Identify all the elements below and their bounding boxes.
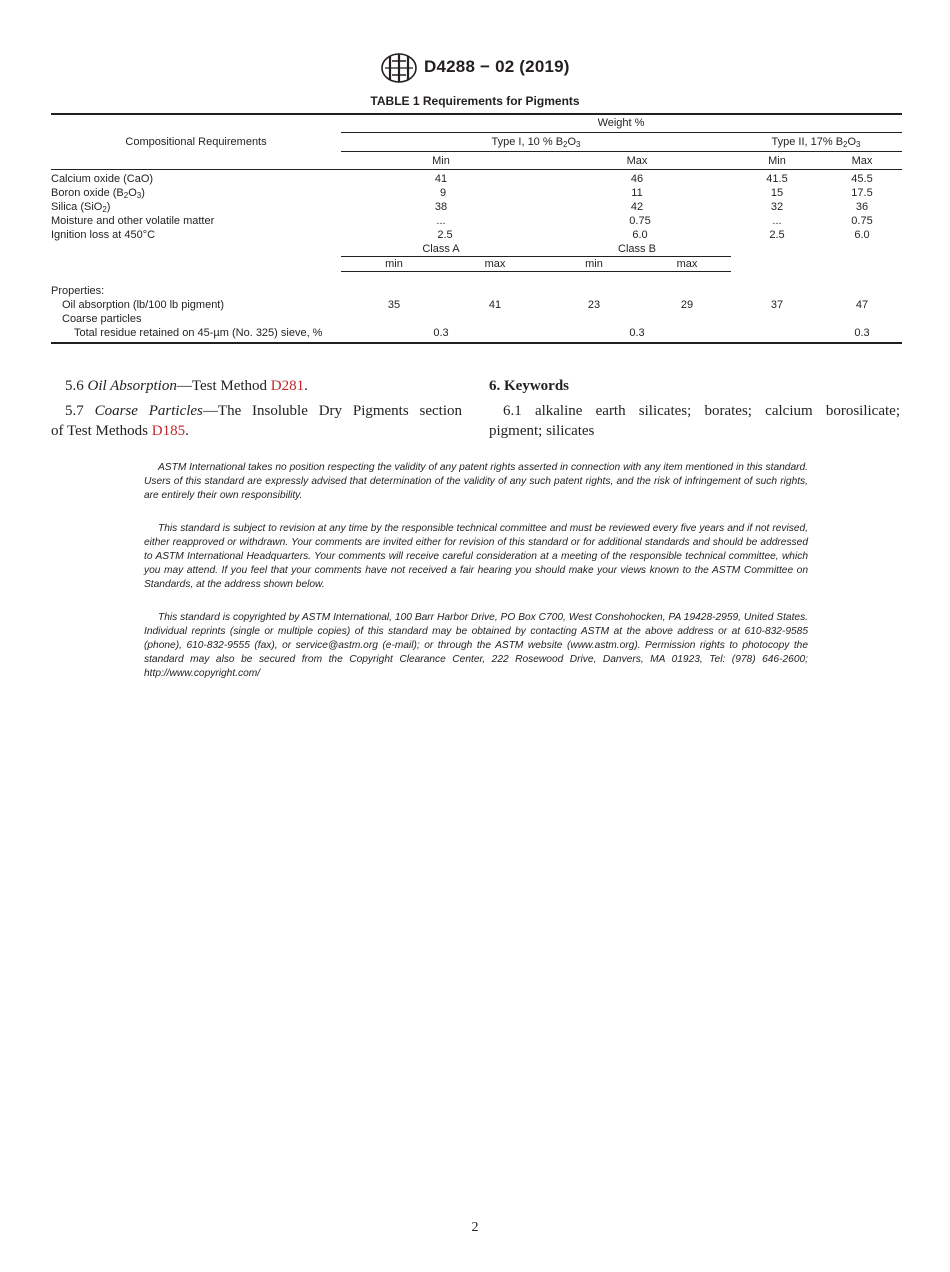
cell-value: 47 <box>855 299 869 311</box>
keywords-line1: 6.1 alkaline earth silicates; borates; calcium borosilicate; <box>503 403 900 419</box>
cell-value: 0.3 <box>854 327 870 339</box>
row-label: Silica (SiO$_2$) <box>51 201 111 214</box>
table-bottom-rule <box>51 342 902 344</box>
keywords-heading: 6. Keywords <box>489 378 569 394</box>
cell-value: 15 <box>770 187 784 199</box>
cell-value: 46 <box>630 173 644 185</box>
type2-header: Type II, 17% $B_2O_3$ <box>771 136 861 149</box>
header-bottom-rule <box>51 169 902 170</box>
row-label: Calcium oxide (CaO) <box>51 173 154 185</box>
page-header <box>0 50 950 86</box>
section-5-7-line2: of Test Methods D185. <box>51 423 189 439</box>
cell-value: 2.5 <box>437 229 453 241</box>
revision-notice: This standard is subject to revision at any time by the responsible technical committee and must be reviewed every five years and if not revised, either reapproved or withdrawn. Your comments are invited either for revision of this standard or for additional standards and should be addressed to ASTM International Headquarters. Your comments will receive careful consideration at a meeting of the responsible technical committee, which you may attend. If you feel that your comments have not received a fair hearing you should make your views known to the ASTM Committee on Standards, at the address shown below. <box>144 523 808 590</box>
t1-min-header: Min <box>432 155 450 167</box>
cell-value: 37 <box>770 299 784 311</box>
cell-value: 23 <box>587 299 601 311</box>
compositional-header: Compositional Requirements <box>125 136 267 148</box>
document-id: D4288 − 02 (2019) <box>424 57 570 76</box>
cell-value: 35 <box>387 299 401 311</box>
cell-value: 9 <box>439 187 447 199</box>
page-number: 2 <box>471 1220 479 1235</box>
cell-value: 32 <box>770 201 784 213</box>
cell-value: 0.3 <box>433 327 449 339</box>
class-b-header: Class B <box>618 243 656 255</box>
class-sub-rule <box>341 271 731 272</box>
astm-logo-icon <box>380 52 418 84</box>
cell-value: 11 <box>631 187 643 199</box>
cell-value: 2.5 <box>769 229 785 241</box>
t2-max-header: Max <box>851 155 873 167</box>
cell-value: 41 <box>434 173 448 185</box>
cell-value: 36 <box>855 201 869 213</box>
keywords-line2: pigment; silicates <box>489 423 595 439</box>
cell-value: 42 <box>630 201 644 213</box>
class-a-min: min <box>385 258 403 270</box>
weight-header: Weight % <box>597 117 645 129</box>
cell-value: 6.0 <box>854 229 870 241</box>
cell-value: 0.75 <box>851 215 873 227</box>
cell-value: 17.5 <box>851 187 873 199</box>
cell-value: 0.75 <box>629 215 651 227</box>
cell-value: 38 <box>434 201 448 213</box>
t2-min-header: Min <box>768 155 786 167</box>
cell-value: 45.5 <box>851 173 873 185</box>
d185-link[interactable]: D185 <box>151 423 186 439</box>
type-rule <box>341 151 902 152</box>
cell-value: 41 <box>488 299 502 311</box>
row-label: Boron oxide $(B_2O_3)$ <box>51 187 145 200</box>
class-b-min: min <box>585 258 603 270</box>
table-top-rule <box>51 113 902 115</box>
section-5-6: 5.6 Oil Absorption—Test Method D281. <box>65 378 308 394</box>
section-5-7-line1: 5.7 Coarse Particles—The Insoluble Dry Pigments section <box>65 403 462 419</box>
coarse-particles-label: Coarse particles <box>62 313 142 325</box>
t1-max-header: Max <box>626 155 648 167</box>
d281-link[interactable]: D281 <box>270 378 305 394</box>
table-title: TABLE 1 Requirements for Pigments <box>370 94 580 108</box>
cell-value: ... <box>436 215 446 227</box>
row-label: Moisture and other volatile matter <box>51 215 215 227</box>
cell-value: ... <box>772 215 782 227</box>
cell-value: 6.0 <box>632 229 648 241</box>
class-rule <box>341 256 731 257</box>
weight-rule <box>341 132 902 133</box>
cell-value: 29 <box>680 299 694 311</box>
oil-absorption-label: Oil absorption (lb/100 lb pigment) <box>62 299 225 311</box>
row-label: Ignition loss at 450°C <box>51 229 156 241</box>
class-a-max: max <box>484 258 506 270</box>
copyright-notice: This standard is copyrighted by ASTM International, 100 Barr Harbor Drive, PO Box C700, West Conshohocken, PA 19428-2959, United States. Individual reprints (single or multiple copies) of this standard may be obtained by contacting ASTM at the above address or at 610-832-9585 (phone), 610-832-9555 (fax), or service@astm.org (e-mail); or through the ASTM website (www.astm.org). Permission rights to photocopy the standard may also be secured from the Copyright Clearance Center, 222 Rosewood Drive, Danvers, MA 01923, Tel: (978) 646-2600; http://www.copyright.com/ <box>144 612 808 679</box>
properties-label: Properties: <box>51 285 105 297</box>
class-b-max: max <box>676 258 698 270</box>
type1-header: Type I, 10 % $B_2O_3$ <box>491 136 581 149</box>
patent-notice: ASTM International takes no position respecting the validity of any patent rights asserted in connection with any item mentioned in this standard. Users of this standard are expressly advised that determination of the validity of any such patent rights, and the risk of infringement of such rights, are entirely their own responsibility. <box>144 462 808 501</box>
residue-label: Total residue retained on 45-µm (No. 325) sieve, % <box>74 327 323 339</box>
class-a-header: Class A <box>422 243 460 255</box>
cell-value: 41.5 <box>766 173 788 185</box>
cell-value: 0.3 <box>629 327 645 339</box>
